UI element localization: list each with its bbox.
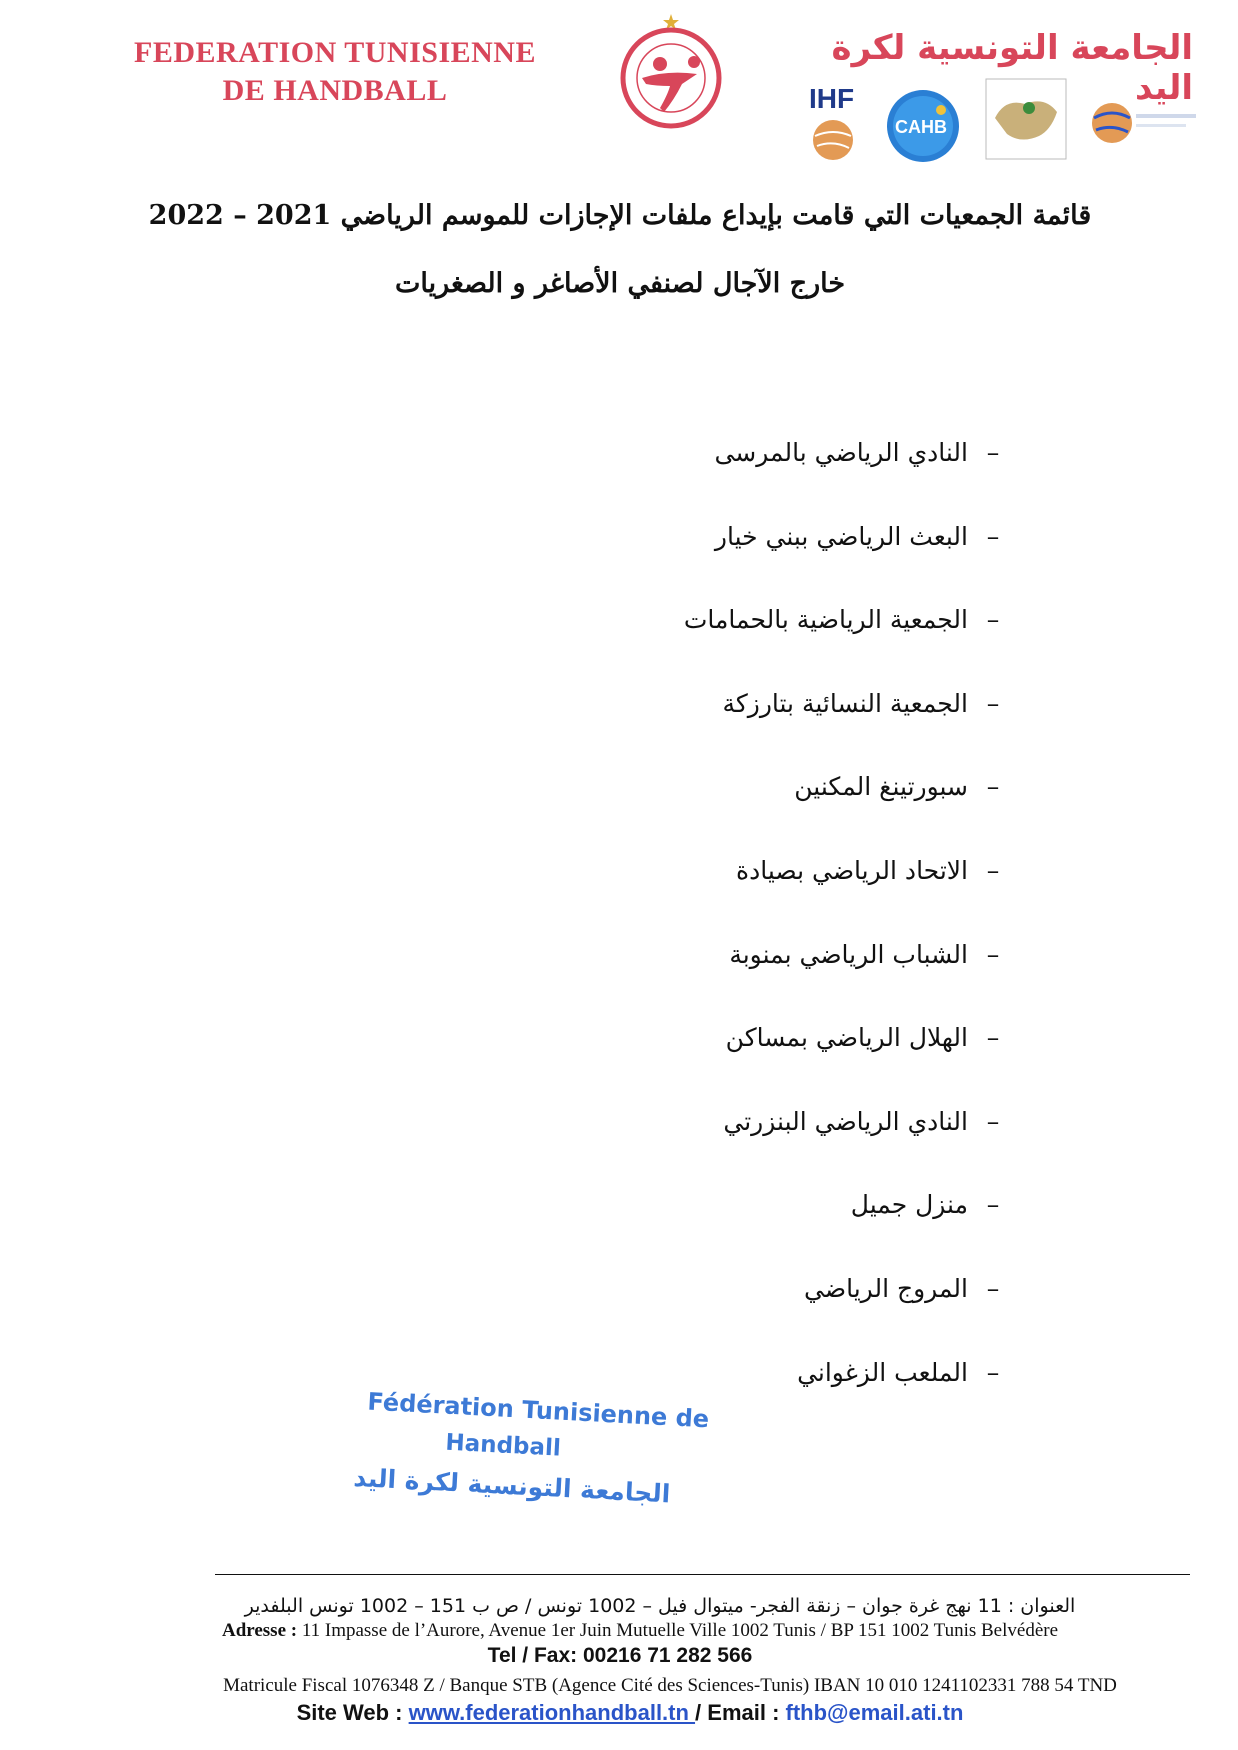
list-marker: – xyxy=(986,1106,1000,1136)
email-link[interactable]: fthb@email.ati.tn xyxy=(785,1700,964,1725)
list-item xyxy=(418,940,1018,1024)
address-label: Adresse : xyxy=(221,1620,298,1641)
ihf-logo xyxy=(805,78,880,168)
list-marker: – xyxy=(986,772,1000,802)
footer-web-email xyxy=(110,1700,1150,1726)
club-name: الجمعية النسائية بتارزكة xyxy=(722,688,968,718)
stamp-line2: Handball xyxy=(444,1429,562,1462)
cahb-logo xyxy=(883,86,963,166)
list-item xyxy=(418,1023,1018,1107)
club-name: النادي الرياضي بالمرسى xyxy=(714,438,968,467)
club-name: الشباب الرياضي بمنوبة xyxy=(729,939,968,969)
federation-name-line1: FEDERATION TUNISIENNE xyxy=(134,36,536,69)
club-name: الاتحاد الرياضي بصيادة xyxy=(736,855,968,885)
list-marker: – xyxy=(986,1023,1000,1053)
mediterranean-handball-logo xyxy=(1090,88,1200,158)
list-item xyxy=(418,1274,1018,1358)
federation-logo xyxy=(612,12,730,130)
list-item xyxy=(418,605,1018,689)
list-marker: – xyxy=(986,1357,1000,1387)
list-item xyxy=(418,1190,1018,1274)
svg-text:IHF: IHF xyxy=(809,83,855,114)
footer-divider xyxy=(215,1574,1190,1575)
list-marker: – xyxy=(986,1190,1000,1220)
club-name: البعث الرياضي ببني خيار xyxy=(714,521,968,551)
list-item xyxy=(418,856,1018,940)
club-name: منزل جميل xyxy=(850,1190,968,1220)
list-item xyxy=(418,772,1018,856)
footer-address-fr xyxy=(120,1620,1160,1642)
federation-stamp xyxy=(342,1386,710,1521)
list-marker: – xyxy=(986,939,1000,969)
list-item xyxy=(418,689,1018,773)
list-item xyxy=(418,1107,1018,1191)
footer-address-ar: العنوان : 11 نهج غرة جوان – زنقة الفجر- ميتوال فيل – 1002 تونس / ص ب 151 – 1002 تونس البلفدير xyxy=(244,1595,1076,1617)
document-subtitle: خارج الآجال لصنفي الأصاغر و الصغريات xyxy=(394,268,846,299)
footer-tel-fax: Tel / Fax: 00216 71 282 566 xyxy=(487,1644,753,1667)
stamp-line1: Fédération Tunisienne de xyxy=(366,1387,710,1434)
list-item xyxy=(418,438,1018,522)
document-title: قائمة الجمعيات التي قامت بإيداع ملفات الإجازات للموسم الرياضي 2021 – 2022 xyxy=(148,200,1092,231)
club-name: سبورتينغ المكنين xyxy=(794,772,968,802)
site-link[interactable]: www.federationhandball.tn xyxy=(408,1700,696,1725)
list-marker: – xyxy=(986,605,1000,635)
club-name: الهلال الرياضي بمساكن xyxy=(725,1023,968,1053)
svg-text:CAHB: CAHB xyxy=(895,117,947,137)
list-marker: – xyxy=(986,438,1000,467)
federation-name-line2: DE HANDBALL xyxy=(222,74,448,107)
list-marker: – xyxy=(986,1273,1000,1303)
club-name: المروج الرياضي xyxy=(804,1273,968,1303)
club-name: الملعب الزغواني xyxy=(797,1357,968,1387)
club-name: الجمعية الرياضية بالحمامات xyxy=(683,605,968,635)
arab-handball-logo xyxy=(985,78,1067,160)
federation-name-fr xyxy=(110,34,560,110)
stamp-line3: الجامعة التونسية لكرة اليد xyxy=(352,1462,672,1509)
footer-matricule: Matricule Fiscal 1076348 Z / Banque STB (Agence Cité des Sciences-Tunis) IBAN 10 010 1241102331 788 54 TND xyxy=(223,1675,1117,1696)
list-marker: – xyxy=(986,688,1000,718)
email-label: / Email : xyxy=(695,1700,786,1725)
list-marker: – xyxy=(986,521,1000,551)
list-marker: – xyxy=(986,855,1000,885)
club-name: النادي الرياضي البنزرتي xyxy=(723,1106,968,1136)
list-item xyxy=(418,522,1018,606)
clubs-list xyxy=(418,438,1018,1441)
federation-name-ar: الجامعة التونسية لكرة اليد xyxy=(831,28,1193,108)
partner-logos xyxy=(805,78,1205,168)
site-label: Site Web : xyxy=(296,1700,409,1725)
address-text: 11 Impasse de l’Aurore, Avenue 1er Juin Mutuelle Ville 1002 Tunis / BP 151 1002 Tunis Belvédère xyxy=(297,1620,1059,1641)
